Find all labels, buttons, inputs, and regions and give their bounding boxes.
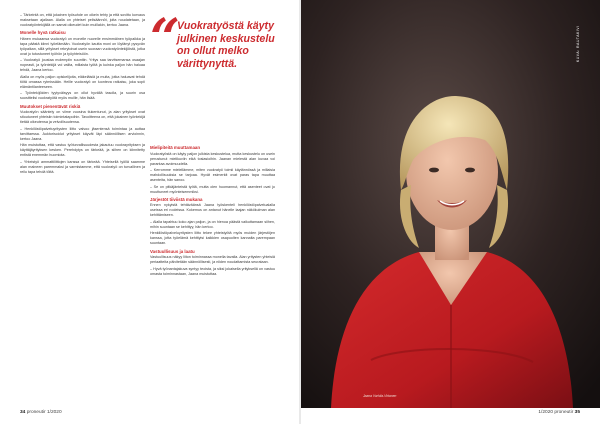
footer-left	[20, 410, 62, 415]
section-paragraphs	[20, 110, 145, 175]
portrait-photo	[301, 0, 600, 408]
paragraph: – Kerromme mielellämme, miten vuokratyö toimii käytännössä ja millaisia mahdollisuuksia se tarjoaa. Hyvät esimerkit ovat paras tapa muuttaa asenteita, hän sanoo.	[150, 168, 275, 183]
article-column-left	[20, 13, 145, 409]
intro-paragraph: – Tärkeintä on, että jokainen työsuhde on oikein tehty ja että sovittu korvaus maksetaan ajallaan. Alalla on yhteiset pelisäännöt, joita noudatetaan, ja vuokratyöntekijällä on samat oikeudet kuin muillakin, kertoo Jaana.	[20, 13, 145, 28]
pull-quote-text: Vuokratyöstä käyty julkinen keskustelu on ollut melko värittynyttä.	[177, 20, 275, 70]
quote-mark-icon: “	[150, 8, 171, 69]
paragraph: Vuokratyön sääntely on viime vuosina tiukentunut, ja alan yritykset ovat sitoutuneet yhteisiin toimintatapoihin. Tavoitteena on, että jokainen työntekijä tietää oikeutensa ja velvollisuutensa.	[20, 110, 145, 125]
paragraph: Vuokratyöstä on käyty paljon julkista keskustelua, mutta keskustelu on usein perustunut mielikuviin eikä tosiasioihin. Jaanan mielestä alan kuvaa voi parantaa avoimuudella.	[150, 151, 275, 166]
magazine-name-right: proneutir	[554, 410, 574, 415]
paragraph: Hänen mukaansa vuokratyö on monelle nuorelle ensimmäinen työpaikka ja tapa päästä kiinni työelämään. Vuokratyön kautta moni on löytänyt pysyvän työpaikan, sillä yritykset rekrytoivat usein suoraan vuokratyöntekijöistä, jotka ovat jo tutustuneet työhön ja työyhteisöön.	[20, 36, 145, 56]
photo-credit: KUVA: RAUTAKIVI	[576, 25, 580, 62]
article-column-middle	[150, 143, 275, 409]
paragraph: – Yhteistyö ammattiliittojen kanssa on tärkeää. Yhteisellä työllä saamme alan maineen paremmaksi ja varmistamme, että vuokratyö on turvallinen ja reilu tapa tehdä töitä.	[20, 159, 145, 174]
page-number-right: 35	[574, 410, 580, 415]
paragraph: – Henkilöstöpalveluyritysten liitto valvoo jäsentensä toimintaa ja auttaa tarvittaessa. Auktorisoidut yritykset käyvät läpi säännöllisen arvioinnin, kertoo Jaana.	[20, 126, 145, 141]
subheading: Järjestöt tiiviistä mukana	[150, 196, 203, 202]
subheading: Vastuullisuus ja laatu	[150, 248, 195, 254]
section-paragraphs	[20, 37, 145, 102]
paragraph: Alalla on myös paljon opiskelijoita, eläkeläisiä ja muita, jotka haluavat tehdä töitä omassa rytmissään. Heille vuokratyö on luonteva ratkaisu, joka sopii elämäntilanteeseen.	[20, 74, 145, 89]
section-paragraphs	[150, 203, 275, 246]
magazine-name-left: proneutir	[26, 410, 46, 415]
pull-quote	[150, 8, 290, 70]
intro-paragraphs	[20, 13, 145, 28]
subheading: Mielipiteitä muuttamaan	[150, 145, 201, 151]
section-paragraphs	[150, 152, 275, 195]
section-paragraphs	[150, 255, 275, 277]
paragraph: Vastuullisuus näkyy liiton toiminnassa monella tavalla. Alan yritysten yhteisiä periaatteita päivitetään säännöllisesti, ja niiden noudattamista seurataan.	[150, 255, 275, 265]
subheading: Muutokset pienentävät riskiä	[20, 103, 81, 109]
paragraph: – Työntekijöiden tyytyväisyys on ollut hyvällä tasolla, ja suurin osa suosittelisi vuokratyötä myös muille, hän lisää.	[20, 91, 145, 101]
paragraph: Hän muistuttaa, että vastuu työturvallisuudesta jakautuu vuokrayrityksen ja käyttäjäyrityksen kesken. Perehdytys on tärkeää, ja siihen on kiinnitetty entistä enemmän huomiota.	[20, 143, 145, 158]
photo-caption: Jaana Varhila-Virtanen	[363, 394, 397, 398]
paragraph: – Alalla tapahtuu koko ajan paljon, ja on hienoa päästä vaikuttamaan siihen, mihin suuntaan se kehittyy, hän kertoo.	[150, 219, 275, 229]
paragraph: – Hyvä työnantajakuva syntyy teoista, ja siksi jokaisella yrityksellä on vastuu omasta toiminnastaan, Jaana muistuttaa.	[150, 266, 275, 276]
paragraph: Ennen nykyistä tehtäväänsä Jaana työskenteli henkilöstöpalvelualalla useissa eri rooleissa. Kokemus on antanut hänelle laajan näkökulman alan kehittämiseen.	[150, 203, 275, 218]
subheading: Monelle hyvä ratkaisu	[20, 30, 66, 36]
page-number-left: 34	[20, 410, 26, 415]
footer-right	[538, 410, 580, 415]
issue-left: 1/2020	[46, 410, 62, 415]
paragraph: – Se on pitkäjänteistä työtä, mutta olen huomannut, että asenteet ovat jo muuttuneet myönteisemmiksi.	[150, 184, 275, 194]
paragraph: Henkilöstöpalveluyritysten liitto tekee yhteistyötä myös muiden järjestöjen kanssa, jotta työelämä kehittyisi kaikkien osapuolten kannalta parempaan suuntaan.	[150, 231, 275, 246]
issue-right: 1/2020	[538, 410, 554, 415]
paragraph: – Vuokratyö joustaa molempiin suuntiin. Yritys saa tarvitsemansa osaajan nopeasti, ja työntekijä voi valita, millaista työtä ja kuinka paljon hän haluaa tehdä, Jaana kertoo.	[20, 58, 145, 73]
